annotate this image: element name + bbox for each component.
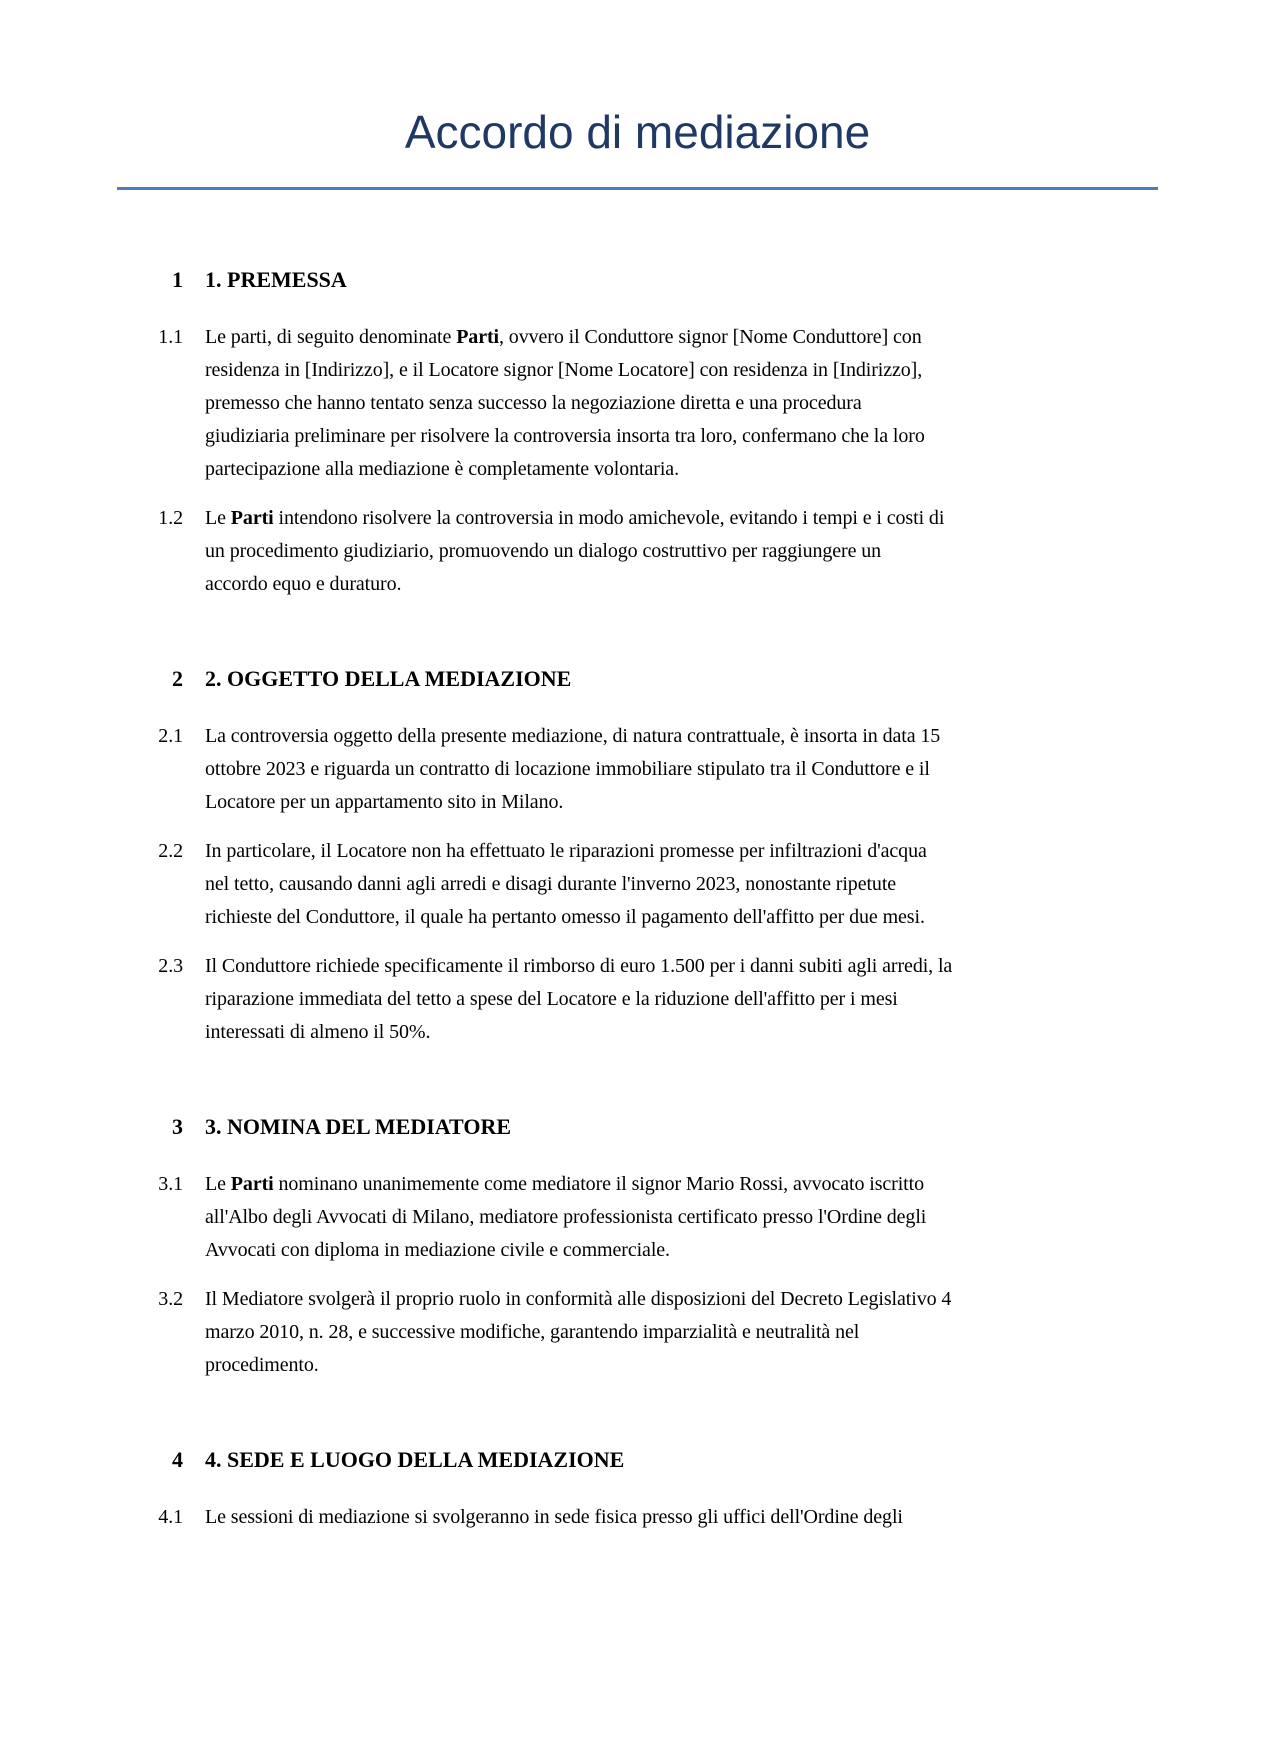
paragraph-number: 2.1 [158, 725, 183, 747]
paragraph-text: Le sessioni di mediazione si svolgeranno in sede fisica presso gli uffici dell'Ordine degli [205, 1506, 903, 1528]
section-nomina-del-mediatore [0, 1113, 1275, 1382]
paragraph-number: 1.1 [158, 326, 183, 348]
paragraph-text: Il Mediatore svolgerà il proprio ruolo in conformità alle disposizioni del Decreto Legislativo 4 marzo 2010, n. 28, e successive modifiche, garantendo imparzialità e neutralità nel procedimento. [205, 1288, 952, 1376]
section-heading-text: 1. PREMESSA [205, 267, 347, 292]
section-heading [99, 266, 1275, 294]
document-page [0, 104, 1275, 1534]
section-premessa [0, 266, 1275, 601]
paragraph-number: 1.2 [158, 507, 183, 529]
section-heading [99, 1446, 1275, 1474]
section-heading [99, 665, 1275, 693]
paragraph-number: 3.1 [158, 1173, 183, 1195]
section-number: 3 [172, 1114, 183, 1139]
section-number: 2 [172, 666, 183, 691]
paragraph-number: 2.3 [158, 955, 183, 977]
document-title: Accordo di mediazione [404, 106, 871, 158]
paragraph-number: 4.1 [158, 1506, 183, 1528]
paragraph-text: Le Parti intendono risolvere la controversia in modo amichevole, evitando i tempi e i costi di un procedimento giudiziario, promuovendo un dialogo costruttivo per raggiungere un accordo equo e duraturo. [205, 507, 945, 595]
paragraph-text: In particolare, il Locatore non ha effettuato le riparazioni promesse per infiltrazioni d'acqua nel tetto, causando danni agli arredi e disagi durante l'inverno 2023, nonostante ripetute richieste del Conduttore, il quale ha pertanto omesso il pagamento dell'affitto per due mesi. [205, 840, 927, 928]
paragraph-text: Le parti, di seguito denominate Parti, ovvero il Conduttore signor [Nome Conduttore] con residenza in [Indirizzo], e il Locatore signor [Nome Locatore] con residenza in [Indirizzo], premesso che hanno tentato senza successo la negoziazione diretta e una procedura giudiziaria preliminare per risolvere la controversia insorta tra loro, confermano che la loro partecipazione alla mediazione è completamente volontaria. [205, 326, 925, 480]
section-heading-text: 2. OGGETTO DELLA MEDIAZIONE [205, 666, 572, 691]
section-heading-text: 4. SEDE E LUOGO DELLA MEDIAZIONE [205, 1447, 625, 1472]
title-rule [117, 187, 1158, 190]
paragraph-text: Il Conduttore richiede specificamente il rimborso di euro 1.500 per i danni subiti agli arredi, la riparazione immediata del tetto a spese del Locatore e la riduzione dell'affitto per i mesi interessati di almeno il 50%. [205, 955, 953, 1043]
paragraph-number: 3.2 [158, 1288, 183, 1310]
paragraph [99, 720, 1275, 819]
section-number: 4 [172, 1447, 183, 1472]
section-heading [99, 1113, 1275, 1141]
section-heading-text: 3. NOMINA DEL MEDIATORE [205, 1114, 512, 1139]
paragraph [99, 321, 1275, 486]
section-number: 1 [172, 267, 183, 292]
paragraph [99, 950, 1275, 1049]
paragraph [99, 1168, 1275, 1267]
paragraph [99, 835, 1275, 934]
paragraph-text: La controversia oggetto della presente mediazione, di natura contrattuale, è insorta in data 15 ottobre 2023 e riguarda un contratto di locazione immobiliare stipulato tra il Conduttore e il Locatore per un appartamento sito in Milano. [205, 725, 941, 813]
paragraph-text: Le Parti nominano unanimemente come mediatore il signor Mario Rossi, avvocato iscritto all'Albo degli Avvocati di Milano, mediatore professionista certificato presso l'Ordine degli Avvocati con diploma in mediazione civile e commerciale. [205, 1173, 927, 1261]
paragraph [99, 1501, 1275, 1534]
paragraph [99, 502, 1275, 601]
section-oggetto-della-mediazione [0, 665, 1275, 1049]
paragraph-number: 2.2 [158, 840, 183, 862]
paragraph [99, 1283, 1275, 1382]
section-sede-e-luogo [0, 1446, 1275, 1534]
document-body [0, 266, 1275, 1534]
